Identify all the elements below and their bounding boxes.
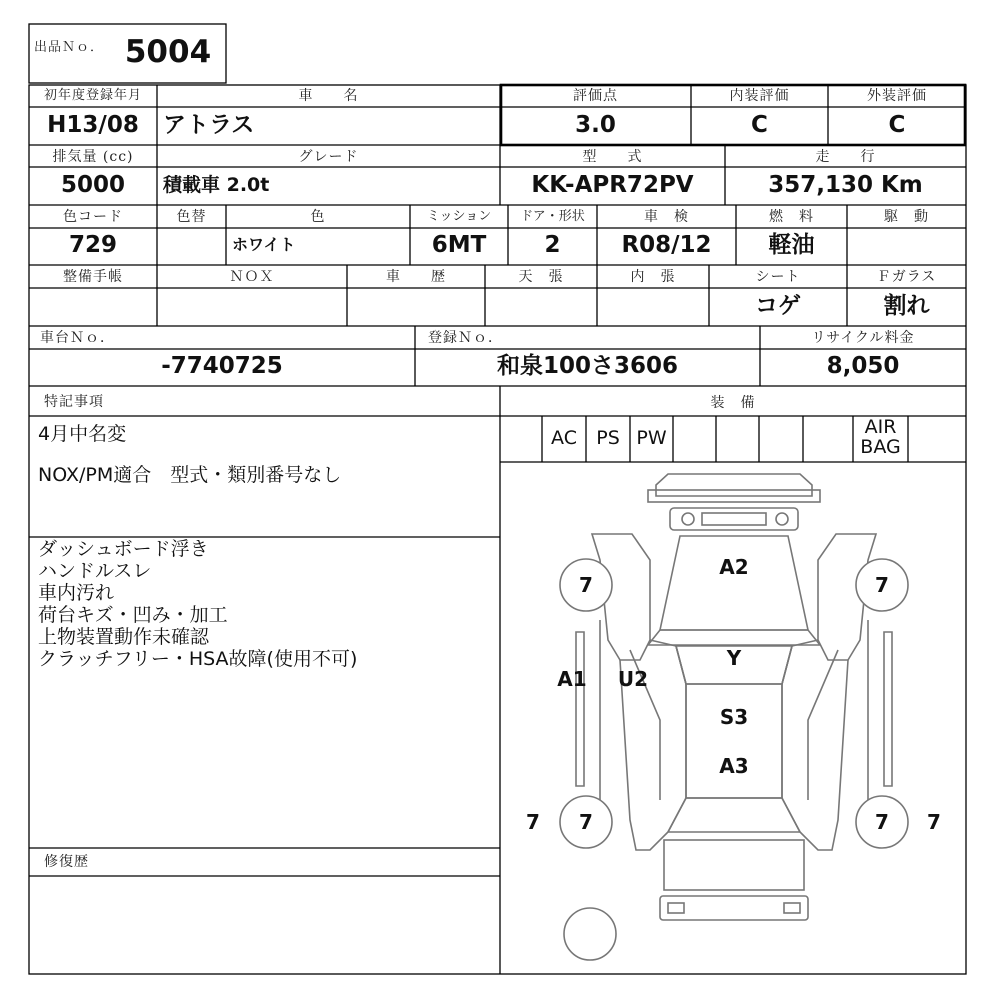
notes-list <box>38 538 493 670</box>
drive-label: 駆 動 <box>884 209 929 225</box>
inspection-label: 車 検 <box>644 209 689 225</box>
mark-y: Y <box>726 646 742 670</box>
registration-label: 登録Ｎｏ． <box>428 330 503 346</box>
interior-trim-label: 内 張 <box>630 269 676 285</box>
displacement-value: 5000 <box>60 172 125 198</box>
mission-label: ミッション <box>426 209 492 224</box>
mileage-value: 357,130 Km <box>768 172 923 198</box>
lot-number: 5004 <box>124 34 212 70</box>
lot-label: 出品Ｎｏ． <box>34 40 105 55</box>
notes-line-2: NOX/PM適合 型式・類別番号なし <box>38 464 342 486</box>
grade-label: グレード <box>298 149 359 165</box>
recycle-value: 8,050 <box>826 353 900 379</box>
exterior-label: 外装評価 <box>867 88 927 104</box>
first-reg-value: H13/08 <box>47 112 139 138</box>
interior-label: 内装評価 <box>729 88 790 104</box>
list-item: ハンドルスレ <box>38 560 152 582</box>
mileage-label: 走 行 <box>815 149 876 165</box>
registration-value: 和泉100さ3606 <box>496 353 679 379</box>
mark-outer-rl: 7 <box>526 810 540 834</box>
color-label: 色 <box>310 209 326 225</box>
mark-wheel-rl: 7 <box>579 810 593 834</box>
mark-a3: A3 <box>719 754 749 778</box>
seat-label: シート <box>755 269 801 285</box>
recycle-label: リサイクル料金 <box>811 330 915 346</box>
seat-value: コゲ <box>755 293 801 319</box>
equipment-airbag-bottom: BAG <box>860 436 901 458</box>
score-value: 3.0 <box>575 112 616 138</box>
mark-u2: U2 <box>617 667 649 691</box>
nox-label: ＮＯＸ <box>229 269 275 285</box>
displacement-label: 排気量 (cc) <box>52 149 134 165</box>
model-value: KK-APR72PV <box>531 172 694 198</box>
equipment-label: 装 備 <box>710 395 756 411</box>
roof-label: 天 張 <box>518 269 564 285</box>
fuel-label: 燃 料 <box>769 209 814 225</box>
mark-s3: S3 <box>719 705 749 729</box>
chassis-value: -7740725 <box>161 353 283 379</box>
fuel-value: 軽油 <box>768 232 815 258</box>
list-item: ダッシュボード浮き <box>38 538 209 560</box>
service-label: 整備手帳 <box>63 269 123 285</box>
list-item: 車内汚れ <box>38 582 115 604</box>
interior-value: C <box>751 112 768 138</box>
grade-value: 積載車 2.0t <box>163 174 270 196</box>
equipment-pw: PW <box>636 427 667 449</box>
list-item: 上物装置動作未確認 <box>38 626 210 648</box>
notes-label: 特記事項 <box>44 394 104 410</box>
car-name-value: アトラス <box>163 112 255 138</box>
equipment-ac: AC <box>551 427 577 449</box>
list-item: クラッチフリー・HSA故障(使用不可) <box>38 648 358 670</box>
mission-value: 6MT <box>431 232 487 258</box>
model-label: 型 式 <box>582 149 643 165</box>
mark-outer-rr: 7 <box>927 810 941 834</box>
list-item: 荷台キズ・凹み・加工 <box>38 604 228 626</box>
door-value: 2 <box>544 232 561 258</box>
score-label: 評価点 <box>573 88 618 104</box>
chassis-label: 車台Ｎｏ． <box>40 330 115 346</box>
exterior-value: C <box>888 112 906 138</box>
repair-label: 修復歴 <box>44 854 89 870</box>
inspection-value: R08/12 <box>621 232 712 258</box>
history-label: 車 歴 <box>386 269 446 285</box>
color-change-label: 色替 <box>176 209 207 225</box>
mark-wheel-fr: 7 <box>875 573 889 597</box>
mark-wheel-fl: 7 <box>579 573 593 597</box>
notes-line-1: 4月中名変 <box>38 423 127 445</box>
glass-label: Ｆガラス <box>876 269 937 285</box>
mark-wheel-rr: 7 <box>875 810 889 834</box>
glass-value: 割れ <box>883 293 930 319</box>
mark-front: A2 <box>719 555 749 579</box>
color-code-value: 729 <box>68 232 117 258</box>
door-label: ドア・形状 <box>520 209 585 224</box>
first-reg-label: 初年度登録年月 <box>43 88 142 103</box>
color-value: ホワイト <box>232 235 296 254</box>
equipment-ps: PS <box>596 427 620 449</box>
mark-left-side: A1 <box>557 667 587 691</box>
car-name-label: 車 名 <box>298 88 359 104</box>
color-code-label: 色コード <box>63 209 123 225</box>
equipment-airbag-top: AIR <box>864 416 897 438</box>
